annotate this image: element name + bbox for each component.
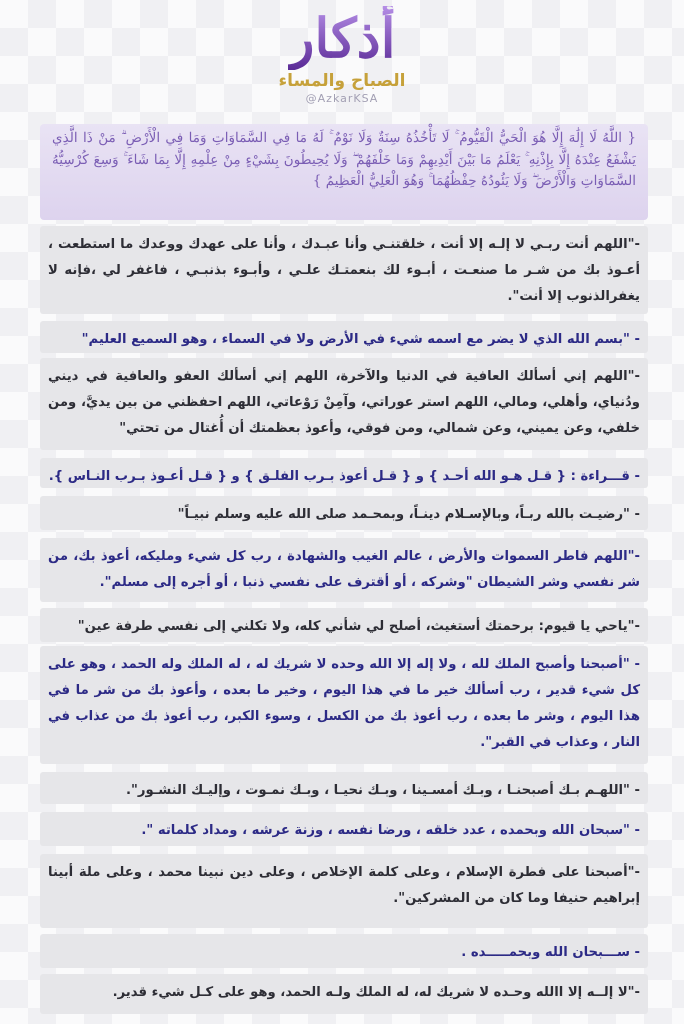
app-logo xyxy=(0,6,684,118)
logo-subtitle: الصباح والمساء xyxy=(278,71,406,91)
dhikr-item: - "أصبحنا وأصبح الملك لله ، ولا إله إلا الله وحده لا شريك له ، له الملك وله الحمد ، وهو على كل شيء قدير ، رب أسألك خير ما في هذا اليوم ، وخير ما بعده ، وأعوذ بك من شر ما في هذا اليوم ، وشر ما بعده ، رب أعوذ بك من الكسل ، وسوء الكبر، رب أعوذ بك من عذاب في النار ، وعذاب في القبر". xyxy=(40,646,648,764)
dhikr-item: - "بسم الله الذي لا يضر مع اسمه شيء في الأرض ولا في السماء ، وهو السميع العليم" xyxy=(40,321,648,353)
dhikr-item: - قـــراءة : { قـل هـو الله أحـد } و { قـل أعوذ بـرب الفلـق } و { قـل أعـوذ بـرب النـاس }. xyxy=(40,458,648,488)
dhikr-item: -"أصبحنا على فطرة الإسلام ، وعلى كلمة الإخلاص ، وعلى دين نبينا محمد ، وعلى ملة أبينا إبراهيم حنيفا وما كان من المشركين". xyxy=(40,854,648,928)
dhikr-item: -"ياحي يا قيوم: برحمتك أستغيث، أصلح لي شأني كله، ولا تكلني إلى نفسي طرفة عين" xyxy=(40,608,648,642)
dhikr-item: -"اللهم أنت ربـي لا إلـه إلا أنت ، خلقتنـي وأنا عبـدك ، وأنا على عهدك ووعدك ما استطعت ، أعـوذ بك من شـر ما صنعـت ، أبـوء لك بنعمتـك علـي ، وأبـوء بذنبـي ، فاغفر لي ،فإنه لا يغفرالذنوب إلا أنت". xyxy=(40,226,648,314)
account-handle: @AzkarKSA xyxy=(305,92,379,105)
dhikr-item: - "اللهـم بـك أصبحنـا ، وبـك أمسـينا ، وبـك نحيـا ، وبـك نمـوت ، وإليـك النشـور". xyxy=(40,772,648,804)
dhikr-item: -"اللهم إني أسألك العافية في الدنيا والآخرة، اللهم إني أسألك العفو والعافية في ديني ودُنياي، وأهلي، ومالي، اللهم استر عوراتي، وآمِنْ رَوْعاتي، اللهم احفظني من بين يديَّ، ومن خلفي، وعن يميني، وعن شمالي، ومن فوقي، وأعوذ بعظمتك أن أُغتال من تحتي" xyxy=(40,358,648,450)
dhikr-item: - ســـبحان الله وبحمـــــده . xyxy=(40,934,648,968)
ayat-al-kursi: { اللَّهُ لَا إِلَٰهَ إِلَّا هُوَ الْحَيُّ الْقَيُّومُ ۚ لَا تَأْخُذُهُ سِنَةٌ وَلَا نَوْمٌ ۚ لَهُ مَا فِي السَّمَاوَاتِ وَمَا فِي الْأَرْضِ ۗ مَنْ ذَا الَّذِي يَشْفَعُ عِنْدَهُ إِلَّا بِإِذْنِهِ ۚ يَعْلَمُ مَا بَيْنَ أَيْدِيهِمْ وَمَا خَلْفَهُمْ ۖ وَلَا يُحِيطُونَ بِشَيْءٍ مِنْ عِلْمِهِ إِلَّا بِمَا شَاءَ ۚ وَسِعَ كُرْسِيُّهُ السَّمَاوَاتِ وَالْأَرْضَ ۖ وَلَا يَئُودُهُ حِفْظُهُمَا ۚ وَهُوَ الْعَلِيُّ الْعَظِيمُ } xyxy=(40,124,648,220)
dhikr-item: -"اللهم فاطر السموات والأرض ، عالم الغيب والشهادة ، رب كل شيء ومليكه، أعوذ بك، من شر نفسي وشر الشيطان "وشركه ، أو أقترف على نفسي ذنبا ، أو أجره إلى مسلم". xyxy=(40,538,648,602)
dhikr-item: - "رضيـت بالله ربـاً، وبالإسـلام دينـاً، وبمحـمد صلى الله عليه وسلم نبيـاً" xyxy=(40,496,648,530)
dhikr-item: -"لا إلــه إلا االله وحـده لا شريك له، له الملك ولـه الحمد، وهو على كـل شيء قدير. xyxy=(40,974,648,1014)
logo-title: أذكار xyxy=(288,6,396,70)
dhikr-item: - "سبحان الله وبحمده ، عدد خلقه ، ورضا نفسه ، وزنة عرشه ، ومداد كلماته ". xyxy=(40,812,648,846)
